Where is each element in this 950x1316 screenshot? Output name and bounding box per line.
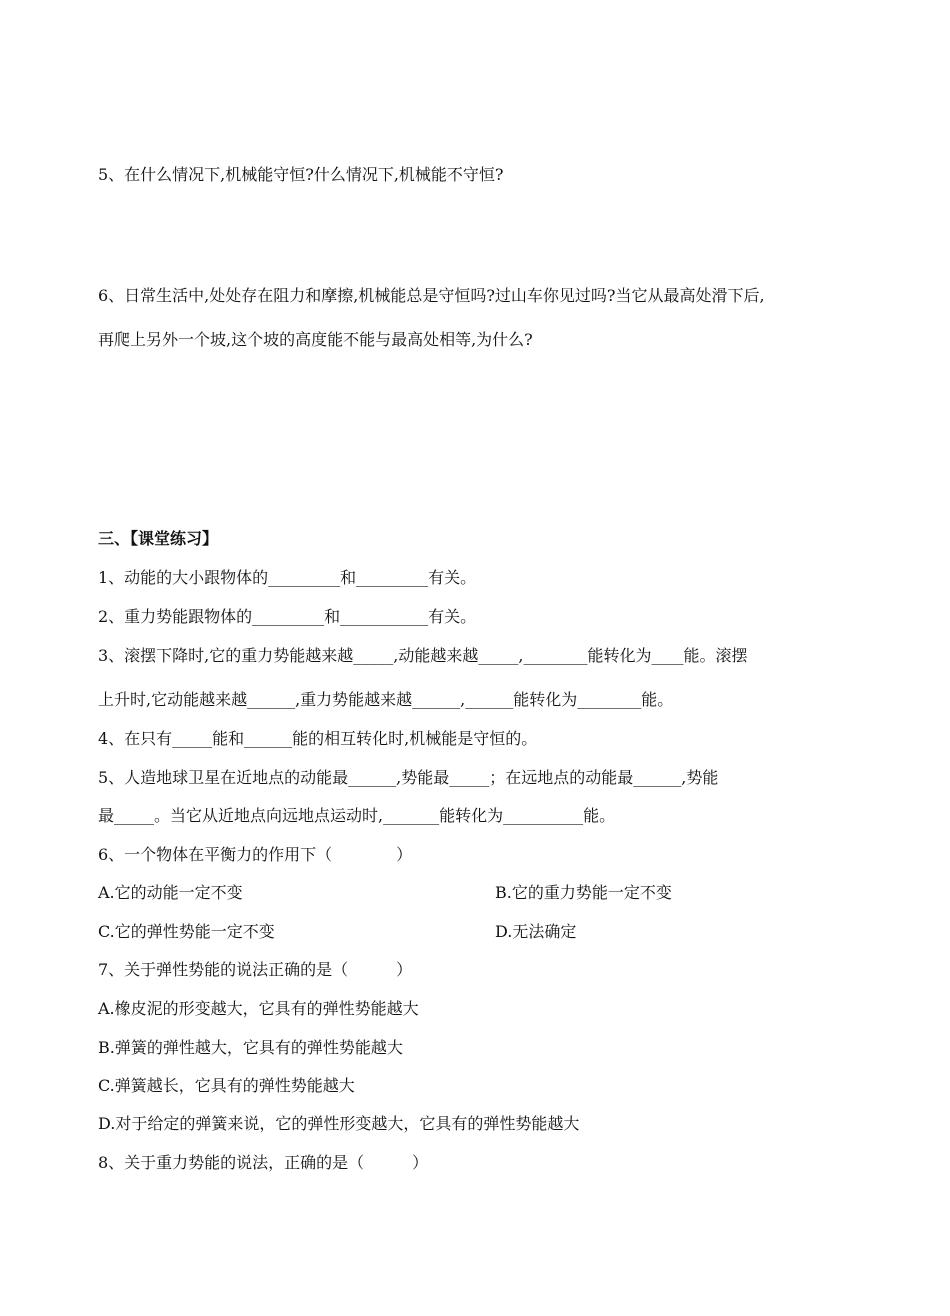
exercise-3-line-2: 上升时,它动能越来越______,重力势能越来越______,______能转化为________能。 bbox=[98, 690, 674, 709]
question-6-line-1: 6、日常生活中,处处存在阻力和摩擦,机械能总是守恒吗?过山车你见过吗?当它从最高处滑下后, bbox=[98, 286, 765, 305]
question-5: 5、在什么情况下,机械能守恒?什么情况下,机械能不守恒? bbox=[98, 165, 504, 184]
exercise-7: 7、关于弹性势能的说法正确的是（ ） bbox=[98, 960, 413, 979]
exercise-4: 4、在只有_____能和______能的相互转化时,机械能是守恒的。 bbox=[98, 729, 538, 748]
exercise-6: 6、一个物体在平衡力的作用下（ ） bbox=[98, 845, 413, 864]
exercise-3-line-1: 3、滚摆下降时,它的重力势能越来越_____,动能越来越_____,________能转化为____能。滚摆 bbox=[98, 646, 748, 665]
exercise-7-option-d: D.对于给定的弹簧来说，它的弹性形变越大，它具有的弹性势能越大 bbox=[98, 1114, 580, 1133]
exercise-6-option-c: C.它的弹性势能一定不变 bbox=[98, 922, 275, 941]
exercise-5-line-2: 最_____。当它从近地点向远地点运动时,_______能转化为__________能。 bbox=[98, 806, 616, 825]
exercise-6-option-d: D.无法确定 bbox=[495, 922, 577, 941]
exercise-7-option-a: A.橡皮泥的形变越大，它具有的弹性势能越大 bbox=[98, 999, 419, 1018]
exercise-7-option-c: C.弹簧越长，它具有的弹性势能越大 bbox=[98, 1076, 355, 1095]
exercise-5-line-1: 5、人造地球卫星在近地点的动能最______,势能最_____；在远地点的动能最______,势能 bbox=[98, 768, 719, 787]
section-heading: 三、【课堂练习】 bbox=[98, 529, 219, 548]
exercise-1: 1、动能的大小跟物体的_________和_________有关。 bbox=[98, 568, 477, 587]
exercise-6-option-a: A.它的动能一定不变 bbox=[98, 883, 243, 902]
exercise-7-option-b: B.弹簧的弹性越大，它具有的弹性势能越大 bbox=[98, 1038, 403, 1057]
exercise-8: 8、关于重力势能的说法，正确的是（ ） bbox=[98, 1153, 429, 1172]
exercise-6-option-b: B.它的重力势能一定不变 bbox=[495, 883, 672, 902]
exercise-2: 2、重力势能跟物体的_________和___________有关。 bbox=[98, 607, 477, 626]
question-6-line-2: 再爬上另外一个坡,这个坡的高度能不能与最高处相等,为什么? bbox=[98, 330, 533, 349]
